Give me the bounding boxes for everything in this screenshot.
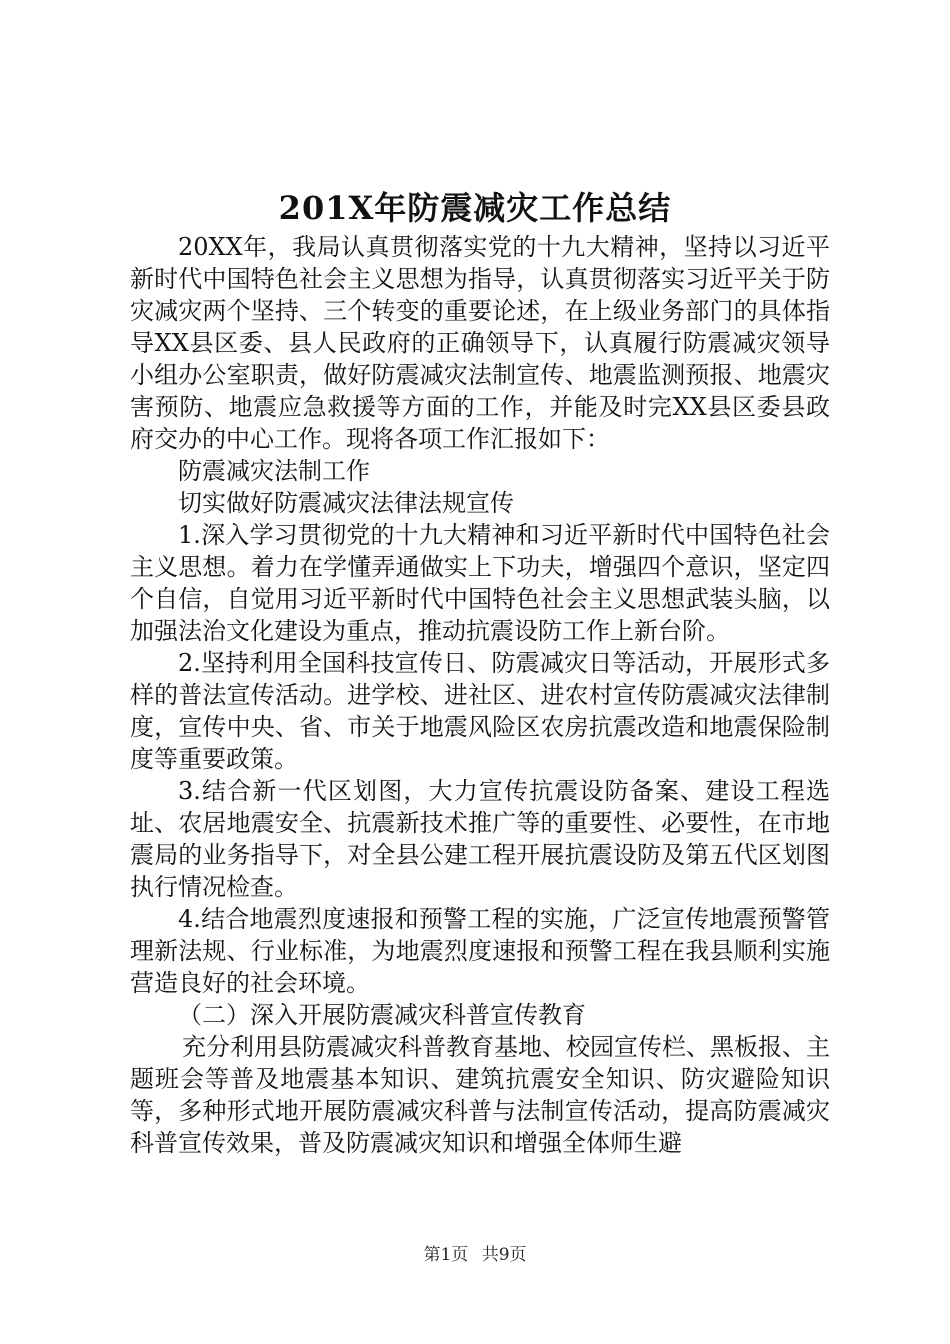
document-body — [130, 231, 830, 1159]
section-heading: 防震减灾法制工作 — [178, 457, 370, 485]
subsection-heading: 切实做好防震减灾法律法规宣传 — [178, 489, 514, 517]
page-footer — [0, 1243, 950, 1267]
paragraph-item-2: 2.坚持利用全国科技宣传日、防震减灾日等活动，开展形式多样的普法宣传活动。进学校、进社区、进农村宣传防震减灾法律制度，宣传中央、省、市关于地震风险区农房抗震改造和地震保险制度等重要政策。 — [130, 649, 830, 773]
page-total: 共9页 — [481, 1245, 527, 1265]
paragraph-item-1: 1.深入学习贯彻党的十九大精神和习近平新时代中国特色社会主义思想。着力在学懂弄通做实上下功夫，增强四个意识，坚定四个自信，自觉用习近平新时代中国特色社会主义思想武装头脑，以加强法治文化建设为重点，推动抗震设防工作上新台阶。 — [130, 521, 830, 645]
paragraph-science-education: 充分利用县防震减灾科普教育基地、校园宣传栏、黑板报、主题班会等普及地震基本知识、建筑抗震安全知识、防灾避险知识等，多种形式地开展防震减灾科普与法制宣传活动，提高防震减灾科普宣传效果，普及防震减灾知识和增强全体师生避 — [130, 1033, 830, 1157]
paragraph-item-3: 3.结合新一代区划图，大力宣传抗震设防备案、建设工程选址、农居地震安全、抗震新技术推广等的重要性、必要性，在市地震局的业务指导下，对全县公建工程开展抗震设防及第五代区划图执行情况检查。 — [130, 777, 830, 901]
page-number: 第1页 — [423, 1245, 469, 1265]
paragraph-intro: 20XX年，我局认真贯彻落实党的十九大精神，坚持以习近平新时代中国特色社会主义思想为指导，认真贯彻落实习近平关于防灾减灾两个坚持、三个转变的重要论述，在上级业务部门的具体指导XX县区委、县人民政府的正确领导下，认真履行防震减灾领导小组办公室职责，做好防震减灾法制宣传、地震监测预报、地震灾害预防、地震应急救援等方面的工作，并能及时完XX县区委县政府交办的中心工作。现将各项工作汇报如下： — [130, 233, 830, 453]
document-title: 201X年防震减灾工作总结 — [278, 189, 672, 227]
paragraph-item-4: 4.结合地震烈度速报和预警工程的实施，广泛宣传地震预警管理新法规、行业标准，为地震烈度速报和预警工程在我县顺利实施营造良好的社会环境。 — [130, 905, 830, 997]
subsection-heading-2: （二）深入开展防震减灾科普宣传教育 — [178, 1001, 586, 1029]
